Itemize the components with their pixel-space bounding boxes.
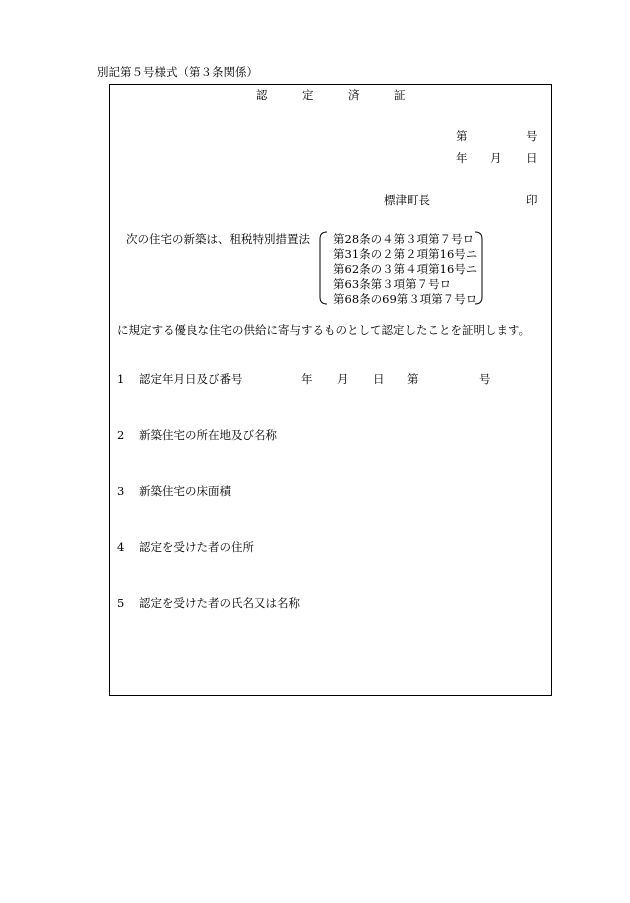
item-label-name: 認定を受けた者の氏名又は名称 xyxy=(139,596,300,610)
item-number: 4 xyxy=(117,540,125,554)
law-option: 第68条の69第３項第７号ロ xyxy=(333,292,478,306)
item-number-prefix: 第 xyxy=(407,372,419,386)
item-date-month: 月 xyxy=(337,372,349,386)
item-label-floor-area: 新築住宅の床面積 xyxy=(139,484,231,498)
law-option: 第63条第３項第７号ロ xyxy=(333,277,452,291)
item-number: 1 xyxy=(117,372,125,386)
item-label-certification-date: 認定年月日及び番号 xyxy=(139,372,243,386)
item-number-suffix: 号 xyxy=(479,372,491,386)
item-number: 5 xyxy=(117,596,125,610)
law-option: 第62条の３第４項第16号ニ xyxy=(333,262,478,276)
certificate-number-suffix: 号 xyxy=(526,129,538,143)
law-option: 第28条の４第３項第７号ロ xyxy=(333,232,475,246)
issue-date-month: 月 xyxy=(490,151,502,165)
law-option: 第31条の２第２項第16号ニ xyxy=(333,247,478,261)
certificate-title xyxy=(256,90,440,102)
issue-date-day: 日 xyxy=(526,151,538,165)
issuer-name: 標津町長 xyxy=(384,193,430,207)
title-char: 証 xyxy=(394,88,406,102)
item-number: 3 xyxy=(117,484,125,498)
item-date-year: 年 xyxy=(301,372,313,386)
seal-mark: 印 xyxy=(526,193,538,207)
certification-statement: に規定する優良な住宅の供給に寄与するものとして認定したことを証明します。 xyxy=(117,323,531,337)
title-char: 認 xyxy=(256,88,268,102)
form-label: 別記第５号様式（第３条関係） xyxy=(97,65,258,79)
issue-date-year: 年 xyxy=(456,151,468,165)
intro-text: 次の住宅の新築は、租税特別措置法 xyxy=(126,232,310,246)
title-char: 済 xyxy=(348,88,360,102)
item-label-address: 認定を受けた者の住所 xyxy=(139,540,254,554)
left-brace-icon xyxy=(318,231,328,305)
item-label-location: 新築住宅の所在地及び名称 xyxy=(139,428,277,442)
item-date-day: 日 xyxy=(373,372,385,386)
title-char: 定 xyxy=(302,88,314,102)
certificate-number-prefix: 第 xyxy=(456,129,468,143)
item-number: 2 xyxy=(117,428,125,442)
